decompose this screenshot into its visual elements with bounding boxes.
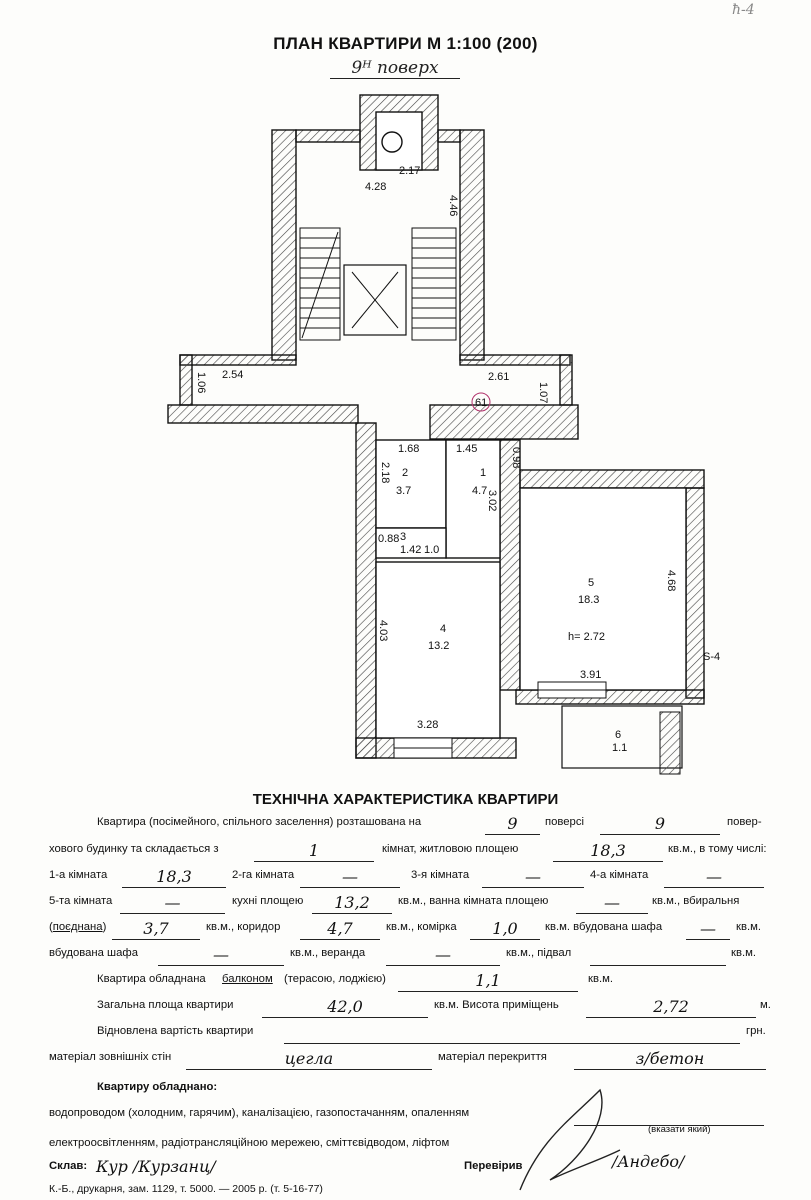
label-uah: грн. bbox=[746, 1025, 766, 1037]
dim-room3-w: 0.88 bbox=[378, 533, 400, 545]
dim-room5-h: 4.68 bbox=[665, 570, 677, 592]
field-total-area: 42,0 bbox=[262, 999, 428, 1018]
label-consists: хового будинку та складається з bbox=[49, 843, 219, 855]
field-floor: 9 bbox=[485, 816, 540, 835]
core-right-wall bbox=[460, 130, 484, 360]
field-floors: 9 bbox=[600, 816, 720, 835]
dim-room1-w: 1.45 bbox=[456, 443, 478, 455]
corner-mark: ħ-4 bbox=[732, 2, 755, 18]
dim-right-corridor-w: 1.07 bbox=[537, 382, 549, 404]
stair-flight bbox=[300, 228, 456, 340]
label-room3: 3-я кімната bbox=[411, 869, 470, 881]
core-left-wall bbox=[272, 130, 296, 360]
field-basement bbox=[590, 947, 726, 966]
label-floors-cont: повер- bbox=[727, 816, 762, 828]
form-line-6 bbox=[0, 947, 811, 969]
label-balcony: балконом bbox=[222, 973, 273, 985]
floor-note: 9ᴴ поверх bbox=[330, 58, 460, 79]
plan-title: ПЛАН КВАРТИРИ М 1:100 (200) bbox=[273, 34, 538, 53]
field-corridor: 4,7 bbox=[300, 921, 380, 940]
field-height: 2,72 bbox=[586, 999, 756, 1018]
form-line-10 bbox=[0, 1051, 811, 1073]
label-sqm-3: кв.м. bbox=[588, 973, 613, 985]
room-4-number: 4 bbox=[440, 623, 447, 635]
form-line-7 bbox=[0, 973, 811, 995]
dim-room4-w: 3.28 bbox=[417, 719, 439, 731]
form-line-3 bbox=[0, 869, 811, 891]
room-3-area: 1.0 bbox=[424, 544, 440, 556]
field-living-area: 18,3 bbox=[553, 843, 663, 862]
section-title: ТЕХНІЧНА ХАРАКТЕРИСТИКА КВАРТИРИ bbox=[252, 791, 559, 808]
dim-room1-side: 0.98 bbox=[510, 447, 522, 469]
label-sqm-2: кв.м. bbox=[731, 947, 756, 959]
form-line-4 bbox=[0, 895, 811, 917]
field-room2: — bbox=[300, 869, 400, 888]
equipment-note: (вказати який) bbox=[648, 1124, 711, 1135]
dim-room3-len: 1.42 bbox=[400, 544, 422, 556]
label-room5: 5-та кімната bbox=[49, 895, 113, 907]
label-living: кімнат, житловою площею bbox=[382, 843, 519, 855]
label-including: кв.м., в тому числі: bbox=[668, 843, 767, 855]
dim-room2-w: 1.68 bbox=[398, 443, 420, 455]
room5-right-wall bbox=[686, 488, 704, 698]
form-line-1 bbox=[0, 816, 811, 838]
room5-height-note: h= 2.72 bbox=[568, 631, 606, 643]
label-made-by: Склав: bbox=[49, 1160, 88, 1172]
label-terrace: (терасою, лоджією) bbox=[284, 973, 386, 985]
equipment-title: Квартиру обладнано: bbox=[97, 1081, 218, 1093]
equipment-list-2: електроосвітленням, радіотрансляційною мережею, сміттєвідводом, ліфтом bbox=[49, 1137, 450, 1149]
core-top-right-wall bbox=[438, 130, 460, 142]
label-room1: 1-а кімната bbox=[49, 869, 108, 881]
room-5-area: 18.3 bbox=[578, 594, 600, 606]
dim-left-corridor: 2.54 bbox=[222, 369, 244, 381]
room-5-number: 5 bbox=[588, 577, 595, 589]
field-balcony: 1,1 bbox=[398, 973, 578, 992]
room-1-area: 4.7 bbox=[472, 485, 488, 497]
field-rooms: 1 bbox=[254, 843, 374, 862]
label-cost: Відновлена вартість квартири bbox=[97, 1025, 254, 1037]
label-combined: (поєднана) bbox=[49, 921, 107, 933]
field-room3: — bbox=[482, 869, 584, 888]
label-wc: кв.м., вбиральня bbox=[652, 895, 740, 907]
label-wardrobe: кв.м. вбудована шафа bbox=[545, 921, 663, 933]
signature-line bbox=[0, 1152, 811, 1182]
label-bathroom: кв.м., ванна кімната площею bbox=[398, 895, 549, 907]
room-2-number: 2 bbox=[402, 467, 409, 479]
label-basement: кв.м., підвал bbox=[506, 947, 572, 959]
field-kitchen: 13,2 bbox=[312, 895, 392, 914]
label-checked-by: Перевірив bbox=[464, 1160, 523, 1172]
field-wall-material: цегла bbox=[186, 1051, 432, 1070]
dim-stair-side: 4.46 bbox=[447, 195, 459, 217]
printer-info: К.-Б., друкарня, зам. 1129, т. 5000. — 2005 р. (т. 5-16-77) bbox=[49, 1183, 323, 1195]
dim-lift-h: 2.17 bbox=[399, 165, 421, 177]
core-top-left-wall bbox=[296, 130, 360, 142]
label-floor-material: матеріал перекриття bbox=[438, 1051, 547, 1063]
label-floor: поверсі bbox=[545, 816, 584, 828]
checker-signature-scribble bbox=[510, 1080, 640, 1200]
field-closet: 1,0 bbox=[470, 921, 540, 940]
label-veranda: кв.м., веранда bbox=[290, 947, 366, 959]
corridor-bottom-left bbox=[168, 405, 358, 423]
label-meters: м. bbox=[760, 999, 771, 1011]
field-wardrobe-2: — bbox=[158, 947, 284, 966]
side-note: S-4 bbox=[703, 651, 721, 663]
field-bathroom: — bbox=[576, 895, 648, 914]
label-corridor: кв.м., коридор bbox=[206, 921, 281, 933]
signature-made-by: Кур /Курзанц/ bbox=[96, 1157, 216, 1176]
signature-checked-by: /Андебо/ bbox=[612, 1152, 685, 1171]
label-sqm-1: кв.м. bbox=[736, 921, 761, 933]
label-equipped: Квартира обладнана bbox=[97, 973, 206, 985]
room-6-number: 6 bbox=[615, 729, 622, 741]
label-wardrobe-2: вбудована шафа bbox=[49, 947, 138, 959]
dim-hall-w: 4.28 bbox=[365, 181, 387, 193]
corridor-left-wall bbox=[180, 355, 296, 365]
field-floor-material: з/бетон bbox=[574, 1051, 766, 1070]
field-room1: 18,3 bbox=[122, 869, 226, 888]
label-located: Квартира (посімейного, спільного заселення) розташована на bbox=[97, 816, 422, 828]
dim-room1-len: 3.02 bbox=[486, 490, 498, 512]
label-height: кв.м. Висота приміщень bbox=[434, 999, 559, 1011]
field-wardrobe: — bbox=[686, 921, 730, 940]
label-room2: 2-га кімната bbox=[232, 869, 295, 881]
field-veranda: — bbox=[386, 947, 500, 966]
equipment-list-1: водопроводом (холодним, гарячим), каналізацією, газопостачанням, опаленням bbox=[49, 1107, 470, 1119]
room-3-number: 3 bbox=[400, 531, 407, 543]
equipment-line-2 bbox=[0, 1137, 811, 1159]
field-combined: 3,7 bbox=[112, 921, 200, 940]
equipment-title-line bbox=[0, 1081, 811, 1103]
form-line-9 bbox=[0, 1025, 811, 1047]
apartment-number: 61 bbox=[475, 397, 488, 409]
form-line-8 bbox=[0, 999, 811, 1021]
balcony-rail bbox=[660, 712, 680, 774]
room-2-area: 3.7 bbox=[396, 485, 412, 497]
field-room4: — bbox=[664, 869, 764, 888]
label-kitchen: кухні площею bbox=[232, 895, 304, 907]
printer-line bbox=[0, 1183, 811, 1200]
apartment-mid-wall bbox=[500, 440, 520, 690]
form-line-5 bbox=[0, 921, 811, 943]
dim-room2-len: 2.18 bbox=[379, 462, 391, 484]
field-cost bbox=[284, 1025, 740, 1044]
room-1-number: 1 bbox=[480, 467, 487, 479]
corridor-outer-left bbox=[180, 355, 192, 405]
room-5-outline bbox=[520, 488, 686, 690]
room-6-area: 1.1 bbox=[612, 742, 628, 754]
label-room4: 4-а кімната bbox=[590, 869, 649, 881]
label-combined-word: поєднана bbox=[52, 921, 103, 933]
label-closet: кв.м., комірка bbox=[386, 921, 457, 933]
dim-left-corridor-w: 1.06 bbox=[195, 372, 207, 394]
label-total-area: Загальна площа квартири bbox=[97, 999, 234, 1011]
dim-right-corridor: 2.61 bbox=[488, 371, 510, 383]
room5-top-wall bbox=[520, 470, 704, 488]
corridor-right-wall bbox=[460, 355, 570, 365]
field-room5: — bbox=[120, 895, 225, 914]
dim-room5-w: 3.91 bbox=[580, 669, 602, 681]
label-wall-material: матеріал зовнішніх стін bbox=[49, 1051, 172, 1063]
form-line-2 bbox=[0, 843, 811, 865]
apartment-left-wall bbox=[356, 423, 376, 758]
lift-shaft bbox=[376, 112, 422, 170]
room-4-area: 13.2 bbox=[428, 640, 450, 652]
corridor-outer-right bbox=[560, 355, 572, 405]
corridor-bottom-right bbox=[430, 405, 578, 439]
dim-room4-h: 4.03 bbox=[377, 620, 389, 642]
